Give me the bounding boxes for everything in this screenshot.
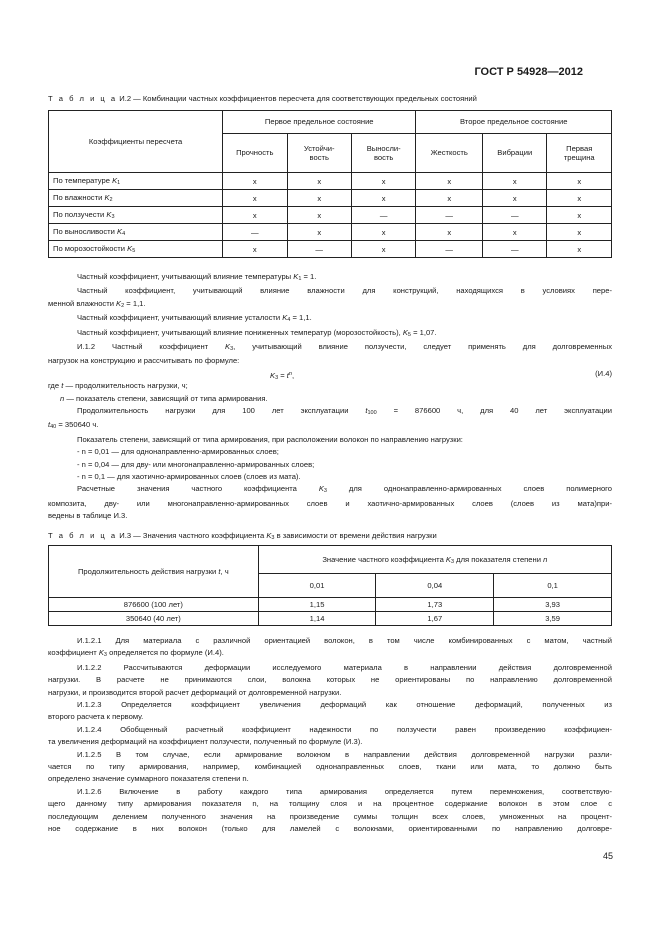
table-i2-group-2: Второе предельное состояние [416,111,612,134]
table-cell: — [483,241,547,258]
body-text-1 [48,271,612,523]
formula-i4: $K_3 = t^n$, (И.4) [270,368,612,381]
table-cell: x [223,207,287,224]
paragraph-i12-cont: нагрузок на конструкцию и рассчитывать по формуле: [48,356,240,366]
table-cell: 1,14 [258,612,376,626]
table-row [49,173,612,190]
table-i2-subcol: Вибрации [483,134,547,173]
table-cell: x [351,190,415,207]
paragraph-i126-cont: последующим делением полученного значения на произведение суммы толщин всех слоев, умноженных на процент- [48,811,612,821]
table-cell: 3,93 [494,598,612,612]
table-i2 [48,110,612,258]
table-cell: 1,73 [376,598,494,612]
table-cell: x [287,224,351,241]
body-text-2 [48,635,612,836]
row-label: По влажности $K_2$ [49,190,223,207]
paragraph-i126-cont: щего данному типу армирования показателя n, на толщину слоя и на процентное содержание волокон в этом слое с [48,799,612,809]
paragraph-calc: Расчетные значения частного коэффициента $K_3$ для однонаправленно-армированных слоев полимерного [77,484,612,495]
table-i3-subcol: 0,1 [494,574,612,598]
row-label: По морозостойкости $K_5$ [49,241,223,258]
paragraph-k4: Частный коэффициент, учитывающий влияние усталости $K_4 = 1,1$. [77,313,312,324]
table-cell: 1,67 [376,612,494,626]
paragraph-duration: Продолжительность нагрузки для 100 лет эксплуатации $t_{100} = 876600$ ч, для 40 лет эксплуатации [77,406,612,417]
table-row [49,224,612,241]
table-cell: x [416,190,483,207]
paragraph-i121: И.1.2.1 Для материала с различной ориентацией волокон, в том числе комбинированных с матом, частный [77,636,612,645]
paragraph-i125-cont: чается по типу армирования, например, комбинацией однонаправленных слоев, ткани или мата, то должно быть [48,762,612,772]
table-cell: x [223,173,287,190]
table-row [49,207,612,224]
table-cell: 1,15 [258,598,376,612]
list-item: - n = 0,04 — для дву- или многонаправленно-армированных слоев; [77,459,315,469]
paragraph-calc-cont: композита, дву- или многонаправленно-армированных слоев и хаотично-армированных слоев (слоев из мата)при- [48,498,612,508]
paragraph-i123-end: второго расчета к первому. [48,712,144,722]
list-item: - n = 0,01 — для однонаправленно-армированных слоев; [77,447,279,457]
table-cell: x [287,190,351,207]
table-cell: — [223,224,287,241]
paragraph-duration-cont: $t_{40} = 350640$ ч. [48,420,99,431]
table-i2-subcol: Устойчи- вость [287,134,351,173]
table-cell: x [547,190,612,207]
paragraph-k5: Частный коэффициент, учитывающий влияние пониженных температур (морозостойкость), $K_5 = 1,07$. [77,327,437,338]
table-cell: 3,59 [494,612,612,626]
table-i3 [48,545,612,626]
paragraph-k1: Частный коэффициент, учитывающий влияние температуры $K_1 = 1$. [77,272,317,282]
paragraph-calc-end: ведены в таблице И.3. [48,511,128,521]
paragraph-k2: Частный коэффициент, учитывающий влияние влажности для конструкций, находящихся в условиях пере- [77,286,612,296]
row-label: 350640 (40 лет) [49,612,259,626]
table-cell: — [483,207,547,224]
paragraph-i122-cont: нагрузки. В расчете не принимаются слои, волокна которых не ориентированы по направлению долговременной [48,675,612,685]
table-cell: — [351,207,415,224]
table-i3-group: Значение частного коэффициента $K_3$ для показателя степени n [258,546,611,574]
table-i3-caption: Т а б л и ц а И.3 — Значения частного коэффициента $K_3$ в зависимости от времени действия нагрузки [48,531,437,541]
where-n: n — показатель степени, зависящий от типа армирования. [60,393,268,403]
table-i2-caption: Т а б л и ц а И.2 — Комбинации частных коэффициентов пересчета для соответствующих предельных состояний [48,94,477,103]
table-cell: x [547,173,612,190]
paragraph-i126-cont: ное содержание в них волокон (только для ламелей с волокнами, ориентированными по направлению долговре- [48,824,612,834]
table-cell: x [287,207,351,224]
table-i2-subcol: Прочность [223,134,287,173]
table-cell: x [483,224,547,241]
paragraph-i121-cont: коэффициент $K_3$ определяется по формуле (И.4). [48,648,224,659]
table-i2-subcol: Выносли- вость [351,134,415,173]
table-row [49,190,612,207]
table-i3-row-header: Продолжительность действия нагрузки t, ч [49,546,259,598]
table-row [49,241,612,258]
standard-header: ГОСТ Р 54928—2012 [474,66,583,78]
table-cell: — [416,241,483,258]
table-i2-group-1: Первое предельное состояние [223,111,416,134]
row-label: По выносливости $K_4$ [49,224,223,241]
formula-number: (И.4) [595,368,612,378]
paragraph-i125-end: определено значение суммарного показателя степени n. [48,774,249,784]
table-cell: x [416,224,483,241]
list-item: - n = 0,1 — для хаотично-армированных слоев (слоев из мата). [77,472,301,482]
table-row [49,598,612,612]
row-label: 876600 (100 лет) [49,598,259,612]
where-t: где t — продолжительность нагрузки, ч; [48,381,188,391]
table-i2-subcol: Жесткость [416,134,483,173]
table-cell: x [223,190,287,207]
table-cell: x [547,224,612,241]
table-i2-row-header: Коэффициенты пересчета [49,111,223,173]
table-cell: x [416,173,483,190]
paragraph-i125: И.1.2.5 В том случае, если армирование волокном в направлении действия долговременной нагрузки разли- [77,749,612,759]
table-cell: x [547,207,612,224]
paragraph-i12: И.1.2 Частный коэффициент $K_3$, учитывающий влияние ползучести, следует применять для долговременных [77,342,612,353]
row-label: По температуре $K_1$ [49,173,223,190]
table-i3-subcol: 0,01 [258,574,376,598]
table-cell: x [287,173,351,190]
paragraph-i124-end: та увеличения деформаций на коэффициент ползучести, полученный по формуле (И.3). [48,737,363,747]
table-cell: x [351,241,415,258]
table-row [49,612,612,626]
table-i2-subcol: Первая трещина [547,134,612,173]
table-cell: x [483,173,547,190]
paragraph-i124: И.1.2.4 Обобщенный расчетный коэффициент надежности по ползучести равен произведению коэффициен- [77,724,612,734]
paragraph-i123: И.1.2.3 Определяется коэффициент увеличения деформаций как отношение деформаций, полученных из [77,700,612,710]
table-cell: x [223,241,287,258]
table-cell: x [351,224,415,241]
table-i3-subcol: 0,04 [376,574,494,598]
page-number: 45 [602,851,613,861]
paragraph-i122-end: нагрузки, и производится второй расчет деформаций от долговременной нагрузки. [48,687,342,697]
table-cell: x [351,173,415,190]
row-label: По ползучести $K_3$ [49,207,223,224]
paragraph-k2-cont: менной влажности $K_2 = 1,1$. [48,298,146,309]
table-cell: — [287,241,351,258]
paragraph-exponent: Показатель степени, зависящий от типа армирования, при расположении волокон по направлению нагрузки: [77,434,463,444]
paragraph-i122: И.1.2.2 Рассчитываются деформации исследуемого материала в направлении действия долговременной [77,662,612,672]
table-cell: x [483,190,547,207]
paragraph-i126: И.1.2.6 Включение в работу каждого типа армирования определяется путем перемножения, соответствую- [77,786,612,796]
table-cell: x [547,241,612,258]
table-cell: — [416,207,483,224]
